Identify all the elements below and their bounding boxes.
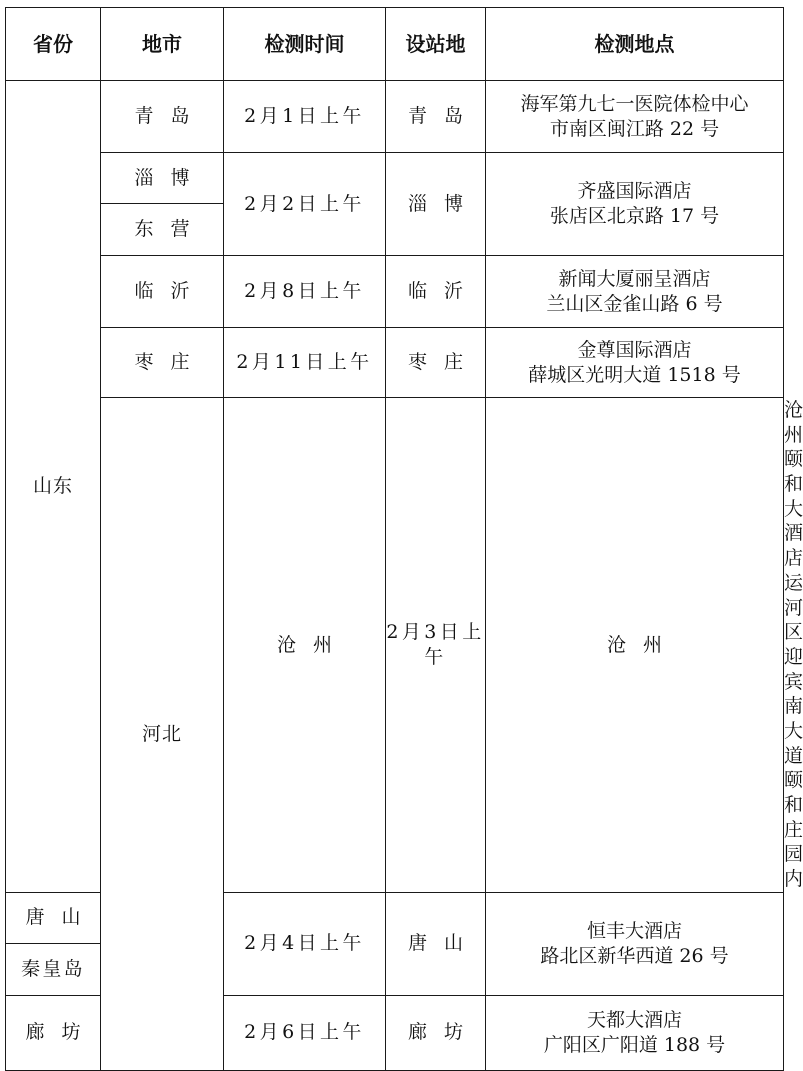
venue-cell xyxy=(486,256,784,328)
venue-name: 海军第九七一医院体检中心 xyxy=(520,92,749,115)
venue-address: 广阳区广阳道 188 号 xyxy=(543,1033,726,1056)
city-cell: 枣庄 xyxy=(101,328,224,398)
venue-name: 天都大酒店 xyxy=(586,1009,682,1032)
venue-name: 金尊国际酒店 xyxy=(577,338,692,361)
table-row: 河北 沧州 2月3日上午 沧州 沧州颐和大酒店 运河区迎宾南大道颐和庄园内 xyxy=(6,398,784,893)
venue-address: 张店区北京路 17 号 xyxy=(549,205,720,227)
header-province: 省份 xyxy=(6,8,101,81)
station-cell: 唐山 xyxy=(386,892,486,995)
venue-address: 兰山区金雀山路 6 号 xyxy=(546,292,723,315)
table-row xyxy=(6,81,784,153)
city-cell: 廊坊 xyxy=(6,995,101,1070)
province-cell: 山东 xyxy=(6,81,101,893)
header-venue: 检测地点 xyxy=(486,8,784,81)
city-cell: 临沂 xyxy=(101,256,224,328)
station-cell: 临沂 xyxy=(386,256,486,328)
venue-cell xyxy=(486,153,784,256)
station-cell: 青岛 xyxy=(386,81,486,153)
header-time: 检测时间 xyxy=(224,8,386,81)
venue-name: 齐盛国际酒店 xyxy=(577,180,692,203)
header-station: 设站地 xyxy=(386,8,486,81)
header-city: 地市 xyxy=(101,8,224,81)
time-cell: 2月8日上午 xyxy=(224,256,386,328)
venue-cell xyxy=(486,892,784,995)
table-header-row xyxy=(6,8,784,81)
venue-cell xyxy=(486,328,784,398)
time-cell: 2月1日上午 xyxy=(224,81,386,153)
city-cell: 唐山 xyxy=(6,892,101,943)
station-cell: 淄博 xyxy=(386,153,486,256)
time-cell: 2月6日上午 xyxy=(224,995,386,1070)
time-cell: 2月11日上午 xyxy=(224,328,386,398)
venue-address: 路北区新华西道 26 号 xyxy=(540,944,729,967)
city-cell: 青岛 xyxy=(101,81,224,153)
city-cell: 东营 xyxy=(101,204,224,256)
city-cell: 淄博 xyxy=(101,153,224,204)
city-cell: 沧州 xyxy=(224,398,386,893)
station-cell: 枣庄 xyxy=(386,328,486,398)
time-cell: 2月2日上午 xyxy=(224,153,386,256)
venue-cell xyxy=(486,995,784,1070)
venue-address: 市南区闽江路 22 号 xyxy=(549,117,720,140)
venue-name: 恒丰大酒店 xyxy=(586,920,682,943)
time-cell: 2月3日上午 xyxy=(386,398,486,893)
province-cell: 河北 xyxy=(101,398,224,1071)
city-cell: 秦皇岛 xyxy=(6,943,101,995)
table-row xyxy=(6,153,784,204)
inspection-schedule-table xyxy=(5,7,803,1071)
table-row xyxy=(6,256,784,328)
venue-name: 新闻大厦丽呈酒店 xyxy=(558,267,711,290)
venue-address: 薛城区光明大道 1518 号 xyxy=(528,363,741,386)
time-cell: 2月4日上午 xyxy=(224,892,386,995)
station-cell: 廊坊 xyxy=(386,995,486,1070)
station-cell: 沧州 xyxy=(486,398,784,893)
venue-cell xyxy=(486,81,784,153)
table-row xyxy=(6,328,784,398)
